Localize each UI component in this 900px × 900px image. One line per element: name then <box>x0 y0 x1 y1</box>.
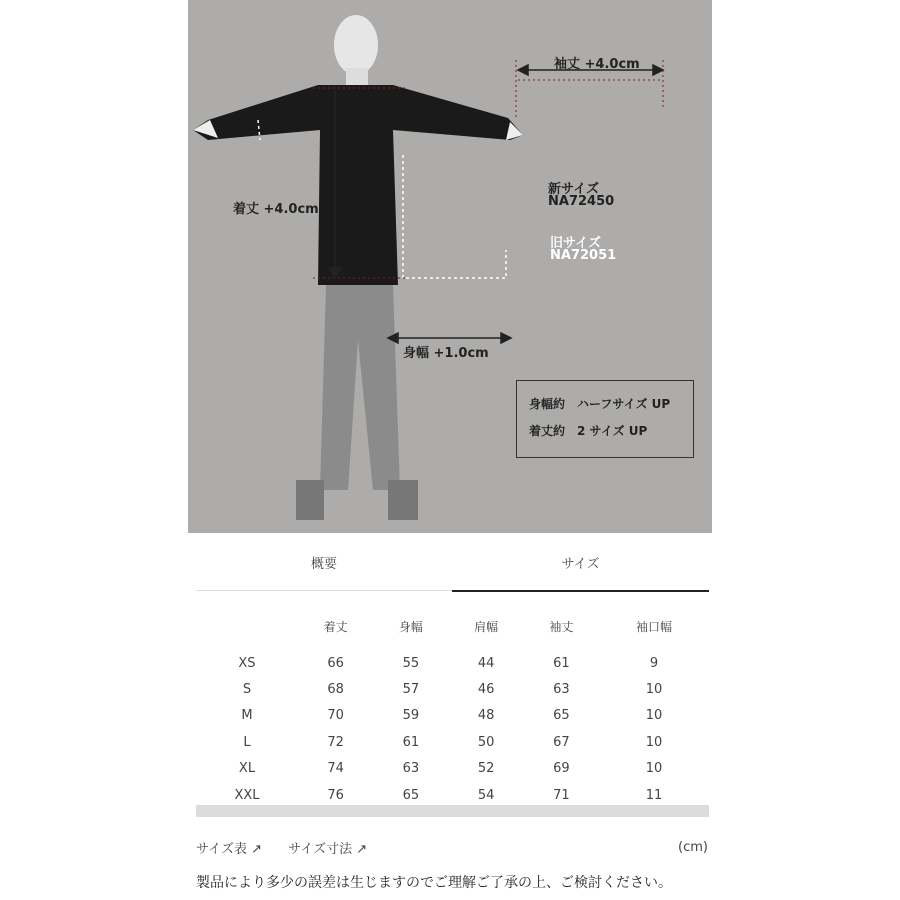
table-cell: S <box>242 682 252 698</box>
table-cell: 10 <box>645 708 663 724</box>
table-row <box>196 676 709 702</box>
table-cell: 68 <box>327 682 344 698</box>
disclaimer-note: 製品により多少の誤差は生じますのでご理解ご了承の上、ご検討ください。 <box>196 875 672 891</box>
table-cell: XS <box>238 655 256 671</box>
table-cell: L <box>243 734 251 750</box>
old-size-code: NA72051 <box>550 248 617 263</box>
table-row <box>196 703 709 729</box>
table-row <box>196 729 709 755</box>
tab-size[interactable]: サイズ <box>452 548 709 592</box>
table-cell: 65 <box>553 708 570 724</box>
table-cell: 63 <box>402 761 420 777</box>
table-cell: 46 <box>477 682 495 698</box>
table-cell: 10 <box>645 734 663 750</box>
table-cell: 67 <box>553 734 570 750</box>
width-annotation: 身幅 +1.0cm <box>403 346 489 361</box>
table-cell: 65 <box>402 787 420 803</box>
table-cell: 54 <box>477 787 495 803</box>
horizontal-scrollbar[interactable] <box>196 805 709 817</box>
table-cell: M <box>241 708 253 724</box>
table-cell: 74 <box>327 761 344 777</box>
size-chart-link[interactable]: サイズ表 ↗ <box>196 842 262 857</box>
table-cell: XXL <box>234 787 260 803</box>
new-size-label: 新サイズ <box>548 182 599 197</box>
tab-overview[interactable]: 概要 <box>196 548 452 591</box>
table-cell: 9 <box>649 655 659 671</box>
table-cell: 44 <box>477 655 495 671</box>
size-measurement-link[interactable]: サイズ寸法 ↗ <box>288 842 368 857</box>
table-row <box>196 756 709 782</box>
table-cell: 70 <box>327 708 344 724</box>
size-table <box>196 612 709 808</box>
table-cell: XL <box>238 761 256 777</box>
unit-label: (cm) <box>678 840 708 855</box>
table-cell: 10 <box>645 761 663 777</box>
table-cell: 66 <box>327 655 344 671</box>
table-cell: 48 <box>477 708 495 724</box>
size-diagram-image <box>188 0 712 533</box>
table-cell: 63 <box>553 682 570 698</box>
header-cell: 肩幅 <box>474 619 499 634</box>
length-annotation: 着丈 +4.0cm <box>233 202 319 217</box>
table-cell: 69 <box>553 761 570 777</box>
new-size-code: NA72450 <box>548 194 615 209</box>
header-cell <box>196 612 298 640</box>
header-cell: 着丈 <box>323 619 348 634</box>
size-change-summary <box>516 380 694 458</box>
table-cell: 11 <box>645 787 663 803</box>
table-cell: 72 <box>327 734 344 750</box>
table-cell: 59 <box>402 708 420 724</box>
table-cell: 50 <box>477 734 495 750</box>
table-row <box>196 650 709 676</box>
tab-bar <box>196 548 709 591</box>
table-header-row <box>196 612 709 640</box>
summary-line: 着丈約 2 サイズ UP <box>529 424 648 438</box>
table-cell: 57 <box>402 682 420 698</box>
table-cell: 55 <box>402 655 420 671</box>
table-cell: 71 <box>553 787 570 803</box>
table-cell: 61 <box>553 655 570 671</box>
table-cell: 61 <box>402 734 420 750</box>
old-size-label: 旧サイズ <box>550 236 601 251</box>
header-cell: 袖丈 <box>549 619 574 634</box>
table-cell: 10 <box>645 682 663 698</box>
header-cell: 身幅 <box>398 619 423 634</box>
sleeve-length-annotation: 袖丈 +4.0cm <box>554 57 640 72</box>
header-cell: 袖口幅 <box>635 619 672 634</box>
table-cell: 52 <box>477 761 495 777</box>
size-links <box>196 838 389 857</box>
summary-line: 身幅約 ハーフサイズ UP <box>529 397 671 411</box>
table-cell: 76 <box>327 787 344 803</box>
